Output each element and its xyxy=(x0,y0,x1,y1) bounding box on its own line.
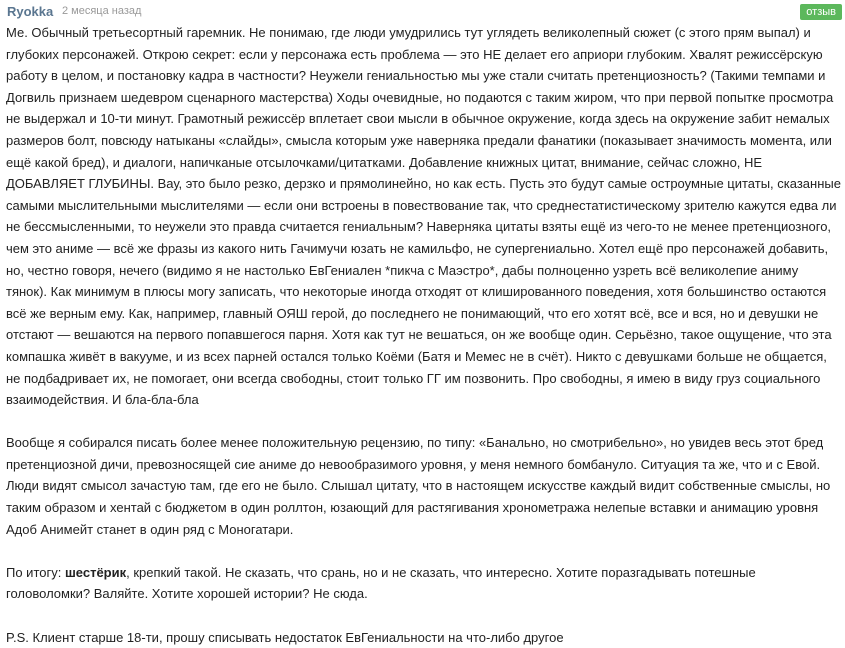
review-header xyxy=(6,0,842,22)
review-type-badge: отзыв xyxy=(800,4,842,20)
review-card xyxy=(6,0,842,645)
verdict-prefix: По итогу: xyxy=(6,564,65,580)
review-body xyxy=(6,22,842,648)
review-paragraph-1: Ме. Обычный третьесортный гаремник. Не понимаю, где люди умудрились тут углядеть великолепный сюжет (с этого прям выпал) и глубоких персонажей. Открою секрет: если у персонажа есть проблема — это НЕ делает его априори глубоким. Хвалят режиссёрскую работу в целом, и постановку кадра в частности? Неужели гениальностью мы уже стали считать претенциозность? (Такими темпами и Догвиль признаем шедевром сценарного мастерства) Ходы очевидные, но подаются с таким жиром, что при первой попытке просмотра не выдержал и 10-ти минут. Грамотный режиссёр вплетает свои мысли в обычное окружение, когда здесь на окружение забит немалых размеров болт, повсюду натыканы «слайды», смысла которым уже наверняка предали фанатики (показывает значимость момента, или ещё какой бред), и диалоги, напичканые отсылочками/цитатками. Добавление книжных цитат, внимание, сейчас сложно, НЕ ДОБАВЛЯЕТ ГЛУБИНЫ. Вау, это было резко, дерзко и прямолинейно, но как есть. Пусть это будут самые остроумные цитаты, сказанные самыми мыслительными мыслителями — если они встроены в повествование так, что среднестатистическому зрителю кажутся едва ли не бессмысленными, то неужели это правда считается гениальным? Наверняка цитаты взяты ещё из чего-то не менее претенциозного, чем это аниме — всё же фразы из какого нить Гачимучи юзать не камильфо, не супергениально. Хотел ещё про персонажей добавить, но, честно говоря, нечего (видимо я не настолько ЕвГениален *пикча с Маэстро*, дабы полноценно узреть всё великолепие аниму тянок). Как минимум в плюсы могу записать, что некоторые иногда отходят от клишированного поведения, хотя большинство остаются всё же верным ему. Как, например, главный ОЯШ герой, до последнего не понимающий, что его хотят всё, все и вся, но и девушки не отстают — вешаются на первого попавшегося парня. Хотя как тут не вешаться, он же вообще один. Серьёзно, такое ощущение, что эта компашка живёт в вакууме, и из всех парней остался только Коёми (Батя и Мемес не в счёт). Никто с девушками больше не общается, не подбадривает их, не помогает, они всегда свободны, стоит только ГГ им позвонить. Про свободны, я имею в виду груз социального взаимодействия. И бла-бла-бла xyxy=(6,25,841,408)
review-paragraph-2: Вообще я собирался писать более менее положительную рецензию, по типу: «Банально, но смотрибельно», но увидев весь этот бред претенциозной дичи, превозносящей сие аниме до невообразимого уровня, у меня немного бомбануло. Ситуация та же, что и с Евой. Люди видят смысол зачастую там, где его не было. Слышал цитату, что в настоящем искусстве каждый видит собственные смыслы, но таким образом и хентай с бюджетом в один роллтон, юзающий для растягивания хронометража нелепые вставки и анимацию уровня Адоб Анимейт станет в один ряд с Моногатари. xyxy=(6,435,831,537)
review-date: 2 месяца назад xyxy=(62,5,142,17)
review-paragraph-4: P.S. Клиент старше 18-ти, прошу списывать недостаток ЕвГениальности на что-либо другое xyxy=(6,629,564,645)
author-link[interactable]: Ryokka xyxy=(7,4,54,19)
review-paragraph-3 xyxy=(6,562,842,605)
verdict-score: шестёрик xyxy=(64,564,127,580)
verdict-text: , крепкий такой. Не сказать, что срань, но и не сказать, что интересно. Хотите поразгадывать потешные головоломки? Валяйте. Хотите хорошей истории? Не сюда. xyxy=(6,564,756,602)
